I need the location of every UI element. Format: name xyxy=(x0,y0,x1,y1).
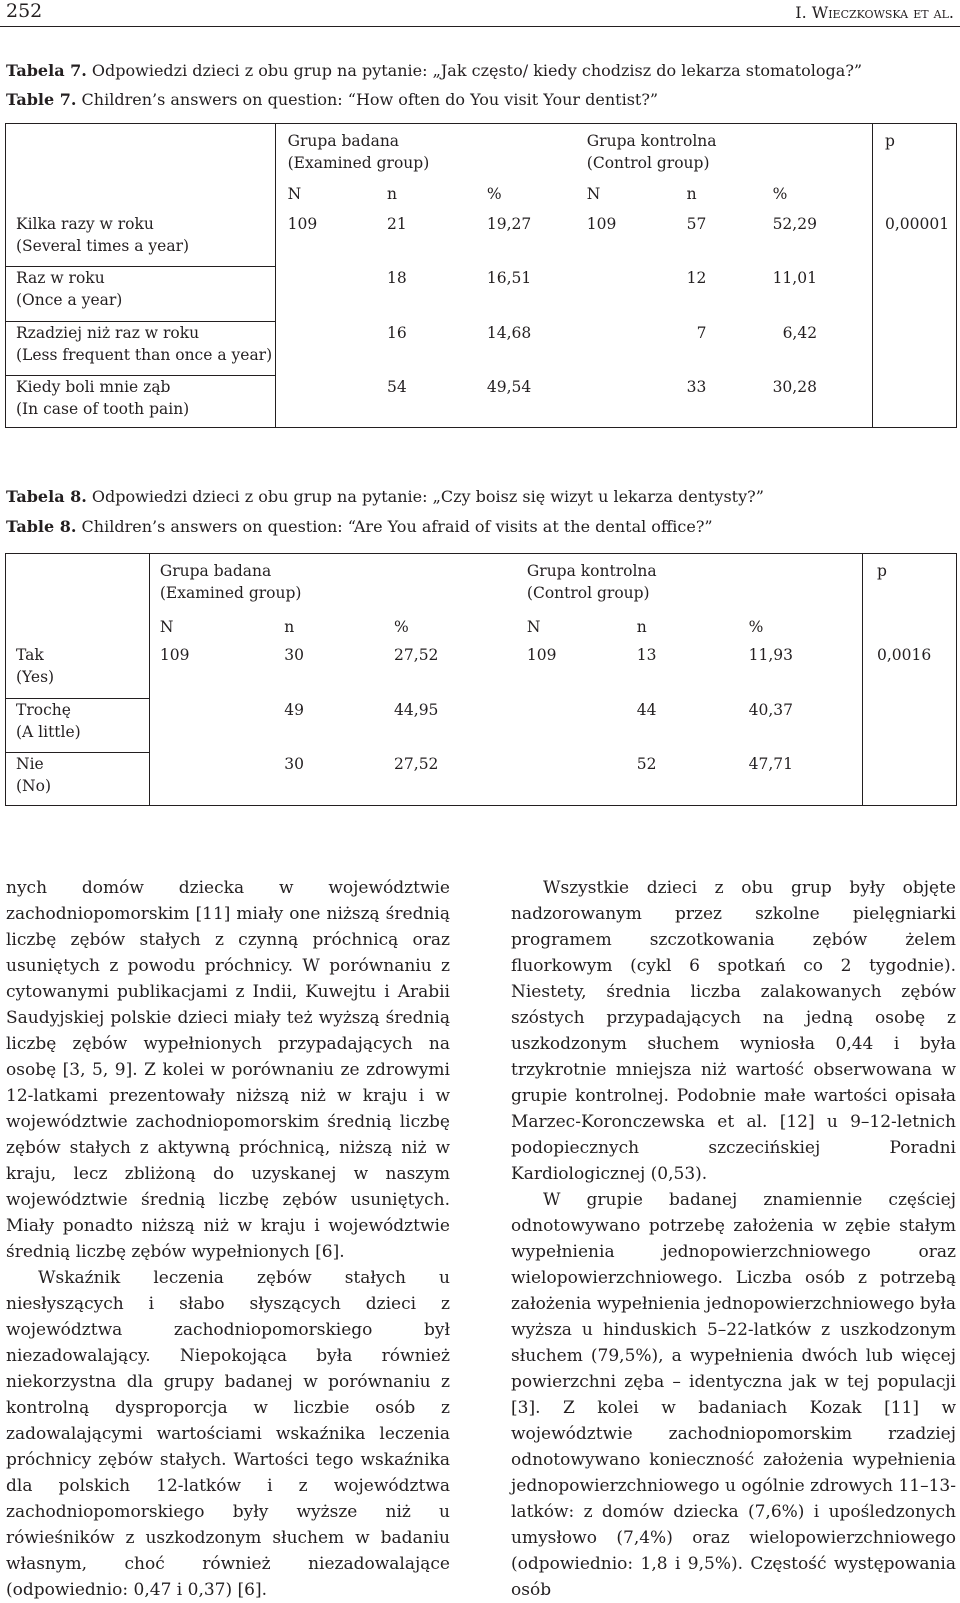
table7-group1-title: Grupa badana xyxy=(287,132,400,150)
cell-pct1: 49,54 xyxy=(486,377,532,396)
body-paragraph: nych domów dziecka w województwie zachodniopomorskim [11] miały one niższą średnią liczbę zębów stałych z czynną próchnicą oraz usuniętych z powodu próchnicy. W porównaniu z cytowanymi publikacjami z Indii, Kuwejtu i Arabii Saudyjskiej polskie dzieci miały też wyższą średnią liczbę zębów wypełnionych przypadających na osobę [3, 5, 9]. Z kolei w porównaniu ze zdrowymi 12-latkami prezentowały niższą niż w kraju i w województwie zachodniopomorskim średnią liczbę zębów stałych z aktywną próchnicą, niższą niż w kraju, lecz zbliżoną do uzyskanej w naszym województwie średnią liczbę zębów usuniętych. Miały ponadto niższą niż w kraju i województwie średnią liczbę zębów wypełnionych [6]. xyxy=(6,878,450,1262)
row-label-pl: Nie xyxy=(16,755,44,773)
cell-p: 0,00001 xyxy=(872,213,956,267)
table8-colhead-n1: n xyxy=(284,617,295,636)
table8-caption-en xyxy=(6,517,713,537)
cell-p xyxy=(863,699,957,753)
row-label xyxy=(6,213,276,267)
cell-N2: 109 xyxy=(586,214,617,233)
body-paragraph: Wskaźnik leczenia zębów stałych u niesłyszących i słabo słyszących dzieci z województwa zachodniopomorskiego był niezadowalający. Niepokojąca była również niekorzystna dla grupy badanej w porównaniu z kontrolną dysproporcja w liczbie osób z zadowalającymi wartościami wskaźnika leczenia próchnicy zębów stałych. Wartości tego wskaźnika dla polskich 12-latków i z województwa zachodniopomorskiego były wyższe niż u rówieśników z uszkodzonym słuchem w badaniu własnym, choć również niezadowalające (odpowiednio: 0,47 i 0,37) [6]. xyxy=(6,1268,450,1600)
cell-n1: 30 xyxy=(284,645,304,664)
body-paragraph: Wszystkie dzieci z obu grup były objęte nadzorowanym przez szkolne pielęgniarki programem szczotkowania zębów żelem fluorkowym (cykl 6 spotkań co 2 tygodnie). Niestety, średnia liczba zalakowanych zębów szóstych przypadających na jedną osobę z uszkodzonym słuchem wyniosła 0,44 i była trzykrotnie mniejsza niż wartość obserwowana w grupie kontrolnej. Podobnie małe wartości opisała Marzec-Koronczewska et al. [12] u 9–12-letnich podopiecznych szczecińskiej Poradni Kardiologicznej (0,53). xyxy=(511,878,956,1184)
running-head-authors: I. Wieczkowska et al. xyxy=(795,3,954,22)
row-label-pl: Tak xyxy=(16,645,44,664)
row-label-en: (Once a year) xyxy=(16,291,123,309)
cell-p: 0,0016 xyxy=(863,644,957,699)
table8-group2-title: Grupa kontrolna xyxy=(526,562,657,580)
cell-n1: 18 xyxy=(387,268,407,287)
body-column-left xyxy=(6,875,450,1603)
table8-p-colhead xyxy=(863,608,957,644)
table7-colhead-pct1: % xyxy=(486,184,502,203)
cell-pct1: 19,27 xyxy=(486,214,532,233)
cell-n2: 44 xyxy=(636,700,657,719)
table7-colhead-pct2: % xyxy=(772,184,788,203)
cell-pct1: 27,52 xyxy=(394,754,439,773)
table8-group1-title: Grupa badana xyxy=(159,562,272,580)
cell-N1 xyxy=(149,699,274,753)
cell-N1 xyxy=(275,267,375,322)
table7-stub-header xyxy=(6,124,276,175)
table8-group-header-row xyxy=(6,554,957,608)
table7-colhead-n2: n xyxy=(686,184,697,203)
row-label-en: (A little) xyxy=(16,723,81,741)
cell-p xyxy=(872,267,956,322)
table8-colhead-N2: N xyxy=(526,617,541,636)
body-paragraph: W grupie badanej znamiennie częściej odnotowywano potrzebę założenia w zębie stałym wypełnienia jednopowierzchniowego oraz wielopowierzchniowego. Liczba osób z potrzebą założenia wypełnienia jednopowierzchniowego była wyższa u hinduskich 5–22-latków z uszkodzonym słuchem (79,5%), a wypełnienia dwóch lub więcej powierzchni zęba – identyczna jak w tej populacji [3]. Z kolei w badaniach Kozak [11] w województwie zachodniopomorskim rzadziej odnotowywano konieczność założenia wypełnienia jednopowierzchniowego u ogólnie zdrowych 11–13-latków: z domów dziecka (7,6%) i upośledzonych umysłowo (7,4%) oraz wielopowierzchniowego (odpowiednio: 1,8 i 9,5%). Częstość występowania osób xyxy=(511,1190,956,1600)
table7-p-header: p xyxy=(872,124,956,175)
table8-colhead-pct2: % xyxy=(748,617,764,636)
cell-n1: 21 xyxy=(387,214,407,233)
row-label-pl: Raz w roku xyxy=(16,269,105,287)
row-label-pl: Kilka razy w roku xyxy=(16,214,154,233)
cell-N1 xyxy=(275,376,375,428)
table7-title-en: Children’s answers on question: “How often do You visit Your dentist?” xyxy=(76,90,659,109)
table7-colhead-n1: n xyxy=(387,184,397,203)
table8-colhead-pct1: % xyxy=(394,617,409,636)
cell-p xyxy=(863,753,957,806)
table-row xyxy=(6,213,957,267)
cell-N1: 109 xyxy=(275,213,375,267)
table7 xyxy=(5,123,957,428)
table8-label-en: Table 8. xyxy=(6,517,77,536)
table7-label-en: Table 7. xyxy=(6,90,77,109)
cell-N1: 109 xyxy=(149,644,274,699)
cell-N2: 109 xyxy=(526,645,557,664)
table7-group2-subtitle: (Control group) xyxy=(586,154,710,172)
cell-n2: 57 xyxy=(686,214,707,233)
table8-p-header: p xyxy=(863,554,957,608)
cell-pct1: 44,95 xyxy=(394,700,439,719)
table7-colhead-N2: N xyxy=(586,184,601,203)
cell-n2: 12 xyxy=(686,268,707,287)
cell-n2: 33 xyxy=(686,377,707,396)
cell-pct1: 27,52 xyxy=(394,645,439,664)
table7-group-header-row xyxy=(6,124,957,175)
cell-N2 xyxy=(517,699,627,753)
cell-N2 xyxy=(587,376,687,428)
table8-colhead-n2: n xyxy=(636,617,647,636)
cell-pct2: 40,37 xyxy=(748,700,793,719)
cell-n2: 52 xyxy=(636,754,657,773)
cell-N2 xyxy=(517,753,627,806)
row-label-en: (Less frequent than once a year) xyxy=(16,346,273,364)
cell-pct2: 11,01 xyxy=(772,268,817,287)
table8-column-header-row xyxy=(6,608,957,644)
table7-title-pl: Odpowiedzi dzieci z obu grup na pytanie: „Jak często/ kiedy chodzisz do lekarza stomatologa?” xyxy=(86,61,863,80)
table8-title-pl: Odpowiedzi dzieci z obu grup na pytanie: „Czy boisz się wizyt u lekarza dentysty?” xyxy=(86,487,764,506)
table7-label-pl: Tabela 7. xyxy=(6,61,87,80)
table8-group2-subtitle: (Control group) xyxy=(526,584,650,602)
cell-N1 xyxy=(149,753,274,806)
table8-caption-pl xyxy=(6,487,764,507)
row-label xyxy=(6,267,276,322)
table-row xyxy=(6,753,957,806)
running-header xyxy=(0,0,960,27)
cell-n2: 13 xyxy=(636,645,657,664)
table7-group2-header xyxy=(587,124,873,175)
table8-stub-colhead xyxy=(6,608,150,644)
table-row xyxy=(6,267,957,322)
row-label-en: (Several times a year) xyxy=(16,236,190,255)
cell-pct2: 52,29 xyxy=(772,214,817,233)
table8-group1-subtitle: (Examined group) xyxy=(159,584,302,602)
table8-group2-header xyxy=(517,554,863,608)
cell-n1: 54 xyxy=(387,377,407,396)
cell-pct2: 11,93 xyxy=(748,645,793,664)
row-label-pl: Rzadziej niż raz w roku xyxy=(16,324,200,342)
table8-stub-header xyxy=(6,554,150,608)
row-label xyxy=(6,644,150,699)
cell-pct1: 14,68 xyxy=(486,323,532,342)
table-row xyxy=(6,644,957,699)
cell-pct2: 47,71 xyxy=(748,754,793,773)
cell-N2 xyxy=(587,267,687,322)
cell-pct1: 16,51 xyxy=(486,268,532,287)
row-label xyxy=(6,376,276,428)
table8-title-en: Children’s answers on question: “Are You afraid of visits at the dental office?” xyxy=(76,517,713,536)
table8-group1-header xyxy=(149,554,517,608)
row-label-en: (In case of tooth pain) xyxy=(16,400,190,418)
row-label-en: (Yes) xyxy=(16,667,55,686)
cell-n2: 7 xyxy=(696,323,707,342)
cell-pct2: 6,42 xyxy=(782,323,818,342)
cell-p xyxy=(872,376,956,428)
cell-n1: 16 xyxy=(387,323,407,342)
table-row xyxy=(6,376,957,428)
table7-column-header-row xyxy=(6,175,957,213)
table7-stub-colhead xyxy=(6,175,276,213)
cell-p xyxy=(872,322,956,376)
table-row xyxy=(6,322,957,376)
row-label xyxy=(6,322,276,376)
cell-pct2: 30,28 xyxy=(772,377,817,396)
page-number: 252 xyxy=(6,0,43,22)
table-row xyxy=(6,699,957,753)
row-label-pl: Trochę xyxy=(16,701,71,719)
cell-N1 xyxy=(275,322,375,376)
cell-n1: 30 xyxy=(284,754,304,773)
table7-colhead-N1: N xyxy=(275,175,375,213)
cell-n1: 49 xyxy=(284,700,304,719)
table7-group2-title: Grupa kontrolna xyxy=(586,132,717,150)
row-label-pl: Kiedy boli mnie ząb xyxy=(16,378,171,396)
body-column-right xyxy=(511,875,956,1603)
table7-group1-header xyxy=(275,124,587,175)
table8-colhead-N1: N xyxy=(149,608,274,644)
table7-caption-en xyxy=(6,90,658,110)
table7-group1-subtitle: (Examined group) xyxy=(287,154,430,172)
cell-N2 xyxy=(587,322,687,376)
row-label xyxy=(6,753,150,806)
table7-p-colhead xyxy=(872,175,956,213)
table8 xyxy=(5,553,957,806)
row-label-en: (No) xyxy=(16,777,51,795)
table8-label-pl: Tabela 8. xyxy=(6,487,87,506)
table7-caption-pl xyxy=(6,61,862,81)
row-label xyxy=(6,699,150,753)
